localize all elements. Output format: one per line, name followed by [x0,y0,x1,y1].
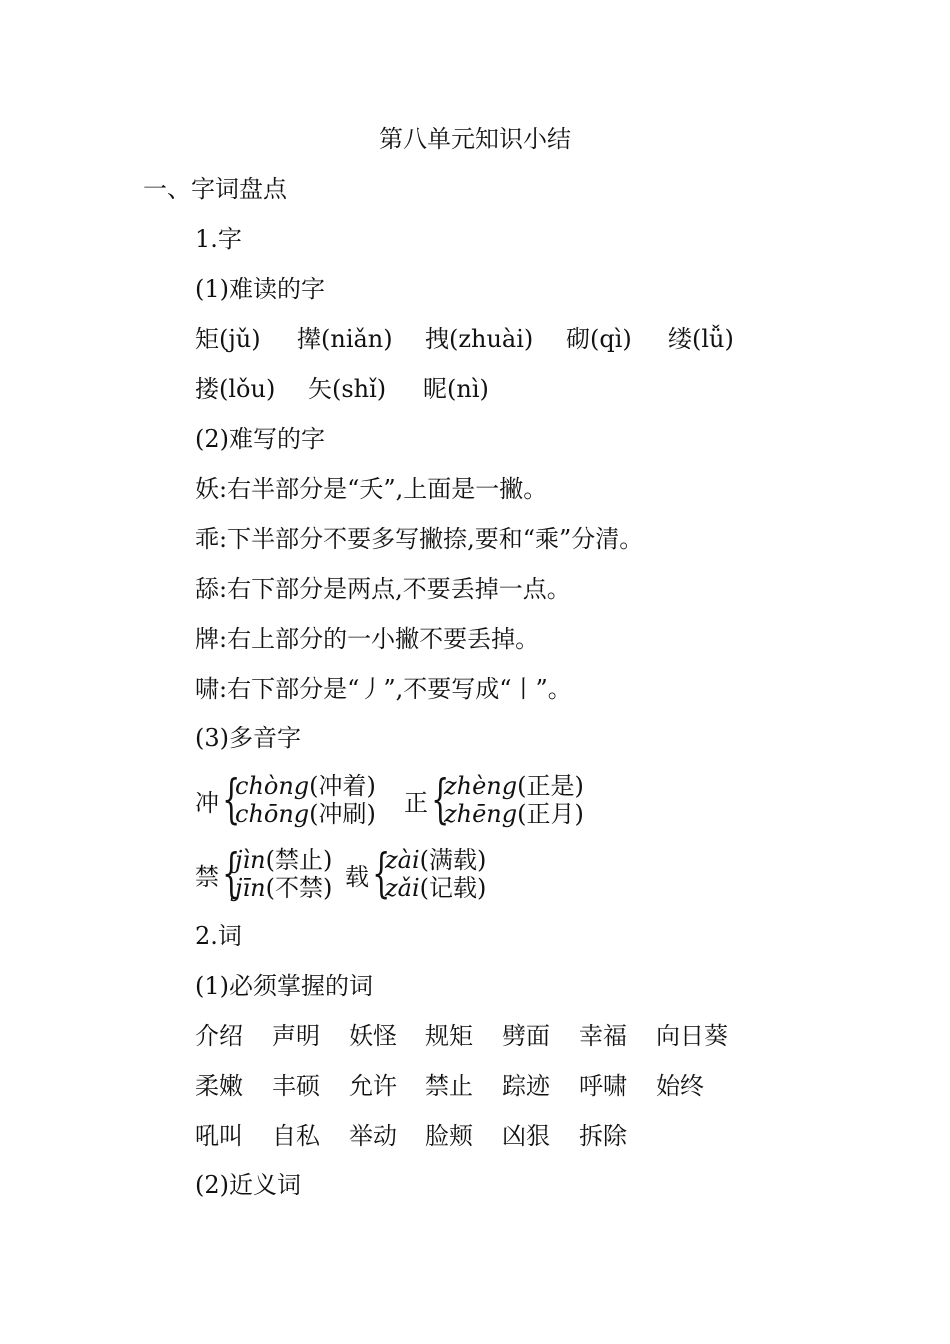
polyphone-char: 禁 [195,862,219,891]
section-heading: 一、字词盘点 [143,175,287,203]
list-item: 砌(qì) [566,325,632,353]
example-word: (冲刷) [309,800,376,828]
list-item: 矢(shǐ) [308,375,387,403]
list-item: 拆除 [579,1122,627,1150]
list-item: 自私 [272,1122,320,1150]
example-word: (正月) [517,800,584,828]
list-item: 吼叫 [195,1122,243,1150]
hard-write-item: 牌:右上部分的一小撇不要丢掉。 [195,625,540,653]
subsection-char: 1.字 [195,225,242,253]
list-item: 缕(lǚ) [668,325,734,353]
pinyin: zhēng [444,800,518,828]
pinyin: jīn [235,874,266,902]
list-item: 规矩 [425,1022,473,1050]
synonyms-heading: (2)近义词 [195,1171,301,1199]
must-words-row-1 [195,1021,728,1051]
list-item: 撵(niǎn) [297,325,393,353]
brace-icon: { [431,770,450,830]
brace-icon: { [222,844,241,904]
hard-write-item: 乖:下半部分不要多写撇捺,要和“乘”分清。 [195,525,644,553]
polyphone-zai [345,846,486,902]
list-item: 搂(lǒu) [195,375,276,403]
example-word: (不禁) [265,874,333,902]
example-word: (记载) [419,874,487,902]
list-item: 劈面 [502,1022,550,1050]
list-item: 昵(nì) [423,375,489,403]
list-item: 介绍 [195,1022,243,1050]
list-item: 呼啸 [579,1072,627,1100]
brace-icon: { [372,844,391,904]
pinyin: zǎi [385,874,420,902]
example-word: (冲着) [309,772,376,800]
list-item: 拽(zhuài) [425,325,534,353]
hard-read-row-2 [195,374,489,404]
list-item: 向日葵 [656,1022,728,1050]
polyphone-heading: (3)多音字 [195,724,301,752]
example-word: (禁止) [265,846,333,874]
list-item: 凶狠 [502,1122,550,1150]
pinyin: chōng [235,800,310,828]
hard-write-item: 舔:右下部分是两点,不要丢掉一点。 [195,575,571,603]
hard-read-heading: (1)难读的字 [195,275,325,303]
hard-write-heading: (2)难写的字 [195,425,325,453]
pinyin: zài [385,846,420,874]
list-item: 踪迹 [502,1072,550,1100]
list-item: 禁止 [425,1072,473,1100]
list-item: 声明 [272,1022,320,1050]
pinyin: zhèng [444,772,518,800]
hard-read-row-1 [195,324,734,354]
pinyin: jìn [235,846,266,874]
page-title: 第八单元知识小结 [379,125,571,153]
list-item: 矩(jǔ) [195,325,261,353]
polyphone-jin [195,846,332,902]
polyphone-char: 冲 [195,788,219,817]
brace-icon: { [222,770,241,830]
hard-write-item: 妖:右半部分是“夭”,上面是一撇。 [195,475,548,503]
list-item: 妖怪 [349,1022,397,1050]
list-item: 丰硕 [272,1072,320,1100]
list-item: 允许 [349,1072,397,1100]
polyphone-char: 正 [404,788,428,817]
list-item: 幸福 [579,1022,627,1050]
subsection-word: 2.词 [195,922,242,950]
list-item: 脸颊 [425,1122,473,1150]
polyphone-zheng [404,772,584,828]
polyphone-chong [195,772,376,828]
list-item: 举动 [349,1122,397,1150]
example-word: (满载) [419,846,487,874]
must-words-heading: (1)必须掌握的词 [195,972,373,1000]
example-word: (正是) [517,772,584,800]
polyphone-char: 载 [345,862,369,891]
list-item: 始终 [656,1072,704,1100]
hard-write-item: 啸:右下部分是“丿”,不要写成“丨”。 [195,675,572,703]
list-item: 柔嫩 [195,1072,243,1100]
must-words-row-3 [195,1121,627,1151]
must-words-row-2 [195,1071,704,1101]
pinyin: chòng [235,772,310,800]
